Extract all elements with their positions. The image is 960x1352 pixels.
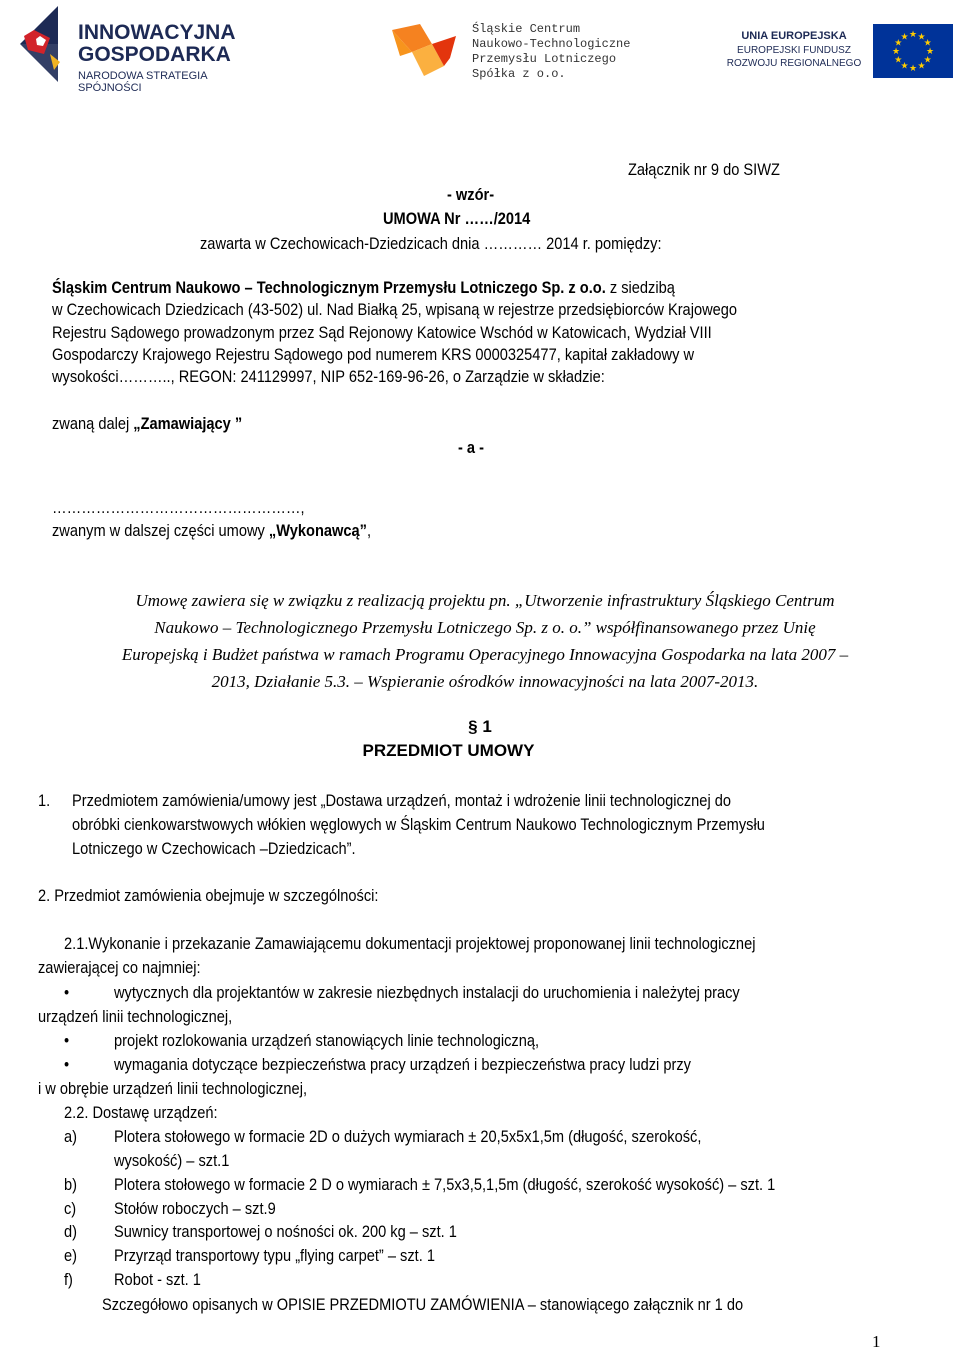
eu-star-icon: ★: [908, 29, 918, 39]
party2-comma: ,: [366, 521, 372, 540]
innowacyjna-gospodarka-logo: [10, 4, 270, 94]
list-item: Suwnicy transportowej o nośności ok. 200 kg – szt. 1: [114, 1222, 457, 1241]
eu-star-icon: ★: [923, 37, 932, 48]
bullet-item: projekt rozlokowania urządzeń stanowiących linie technologiczną,: [114, 1031, 540, 1050]
party1-seat: z siedzibą: [605, 278, 675, 297]
contract-number: UMOWA Nr ……/2014: [383, 209, 531, 228]
bullet-item: wytycznych dla projektantów w zakresie niezbędnych instalacji do uruchomienia i należytej pracy: [114, 983, 740, 1002]
ig-star-icon: [10, 4, 72, 82]
party2-designation-prefix: zwanym w dalszej części umowy: [52, 521, 269, 540]
wzor-label: - wzór-: [447, 185, 495, 204]
clause2-text: 2. Przedmiot zamówienia obejmuje w szczególności:: [38, 886, 379, 905]
eu-fund-line1: EUROPEJSKI FUNDUSZ: [737, 45, 851, 56]
bullet-marker: •: [64, 1031, 70, 1050]
party2-role: „Wykonawcą”: [268, 521, 367, 540]
center-logo: [386, 18, 636, 88]
party1-line5: wysokości……….., REGON: 241129997, NIP 652-169-96-26, o Zarządzie w składzie:: [52, 367, 605, 386]
annex-label: Załącznik nr 9 do SIWZ: [628, 160, 780, 179]
project-line2: Naukowo – Technologicznego Przemysłu Lotniczego Sp. z o. o.” współfinansowanego przez Unię: [154, 618, 816, 637]
bullet-item-continuation: i w obrębie urządzeń linii technologicznej,: [38, 1079, 308, 1098]
eu-star-icon: ★: [900, 31, 909, 42]
list-item: Plotera stołowego w formacie 2 D o wymiarach ± 7,5x3,5,1,5m (długość, szerokość wysokość) – szt. 1: [114, 1175, 776, 1194]
clause21-line2: zawierającej co najmniej:: [38, 958, 201, 977]
list-item: Plotera stołowego w formacie 2D o dużych wymiarach ± 20,5x5x1,5m (długość, szerokość,: [114, 1127, 702, 1146]
eu-star-icon: ★: [900, 60, 909, 71]
bullet-item-continuation: urządzeń linii technologicznej,: [38, 1007, 233, 1026]
bullet-marker: •: [64, 1055, 70, 1074]
party1-line1: [52, 276, 675, 299]
ig-subtitle: NARODOWA STRATEGIA SPÓJNOŚCI: [78, 70, 207, 94]
eu-fund-line2: ROZWOJU REGIONALNEGO: [726, 58, 862, 69]
list-item-label: a): [64, 1127, 78, 1146]
party2-designation: [52, 519, 371, 542]
center-name-line2: Naukowo-Technologiczne: [472, 37, 631, 51]
clause1-line2: obróbki cienkowarstwowych włókien węglowych w Śląskim Centrum Naukowo Technologicznym Przemysłu: [72, 815, 765, 834]
eu-star-icon: ★: [923, 54, 932, 65]
contract-date-line: zawarta w Czechowicach-Dziedzicach dnia ………… 2014 r. pomiędzy:: [200, 234, 662, 253]
party1-line4: Gospodarczy Krajowego Rejestru Sądowego pod numerem KRS 0000325477, kapitał zakładowy w: [52, 345, 695, 364]
party1-role: „Zamawiający ”: [133, 414, 243, 433]
party1-name: Śląskim Centrum Naukowo – Technologicznym Przemysłu Lotniczego Sp. z o.o.: [52, 278, 606, 297]
party1-line3: Rejestru Sądowego prowadzonym przez Sąd Rejonowy Katowice Wschód w Katowicach, Wydział VIII: [52, 323, 712, 342]
center-name-line4: Spółka z o.o.: [472, 67, 566, 81]
clause22-head: 2.2. Dostawę urządzeń:: [64, 1103, 218, 1122]
clause22-footer: Szczegółowo opisanych w OPISIE PRZEDMIOTU ZAMÓWIENIA – stanowiącego załącznik nr 1 do: [102, 1295, 744, 1314]
center-name-line1: Śląskie Centrum: [472, 22, 581, 36]
bullet-item: wymagania dotyczące bezpieczeństwa pracy urządzeń i bezpieczeństwa pracy ludzi przy: [114, 1055, 691, 1074]
eu-flag-icon: [873, 24, 953, 78]
list-item-label: c): [64, 1199, 77, 1218]
party2-dots: ……………………………………………,: [52, 498, 305, 517]
list-item-continuation: wysokość) – szt.1: [114, 1151, 230, 1170]
list-item-label: e): [64, 1246, 78, 1265]
separator-a: - a -: [458, 438, 485, 457]
ig-title-line2: GOSPODARKA: [78, 43, 231, 66]
eu-star-icon: ★: [908, 63, 918, 73]
eu-star-icon: ★: [917, 60, 926, 71]
eu-title: UNIA EUROPEJSKA: [741, 30, 847, 42]
eu-logo: [725, 24, 955, 80]
project-line4: 2013, Działanie 5.3. – Wspieranie ośrodków innowacyjności na lata 2007-2013.: [211, 672, 759, 691]
eu-star-icon: ★: [925, 46, 935, 56]
list-item-label: f): [64, 1270, 73, 1289]
eu-star-icon: ★: [894, 54, 903, 65]
center-emblem-icon: [386, 18, 460, 80]
clause1-line3: Lotniczego w Czechowicach –Dziedzicach”.: [72, 839, 356, 858]
list-item-label: d): [64, 1222, 78, 1241]
party1-line2: w Czechowicach Dziedzicach (43-502) ul. Nad Białką 25, wpisaną w rejestrze przedsiębiorców Krajowego: [52, 300, 738, 319]
eu-star-icon: ★: [894, 37, 903, 48]
eu-star-icon: ★: [917, 31, 926, 42]
list-item-label: b): [64, 1175, 78, 1194]
project-line3: Europejską i Budżet państwa w ramach Programu Operacyjnego Innowacyjna Gospodarka na lata 2007 –: [121, 645, 849, 664]
bullet-marker: •: [64, 983, 70, 1002]
party1-designation-prefix: zwaną dalej: [52, 414, 134, 433]
ig-title-line1: INNOWACYJNA: [78, 21, 236, 44]
clause1-number: 1.: [38, 791, 51, 810]
center-name-line3: Przemysłu Lotniczego: [472, 52, 617, 66]
clause21-line1: 2.1.Wykonanie i przekazanie Zamawiającemu dokumentacji projektowej proponowanej linii technologicznej: [64, 934, 756, 953]
party1-designation: [52, 412, 242, 435]
list-item: Stołów roboczych – szt.9: [114, 1199, 276, 1218]
list-item: Robot - szt. 1: [114, 1270, 201, 1289]
eu-star-icon: ★: [891, 46, 901, 56]
section-symbol: § 1: [468, 717, 492, 736]
page-number: 1: [872, 1332, 881, 1351]
clause1-line1: Przedmiotem zamówienia/umowy jest „Dostawa urządzeń, montaż i wdrożenie linii technologicznej do: [72, 791, 732, 810]
project-line1: Umowę zawiera się w związku z realizacją projektu pn. „Utworzenie infrastruktury Śląskiego Centrum: [135, 591, 835, 610]
list-item: Przyrząd transportowy typu „flying carpet” – szt. 1: [114, 1246, 435, 1265]
section-title: PRZEDMIOT UMOWY: [362, 741, 535, 760]
